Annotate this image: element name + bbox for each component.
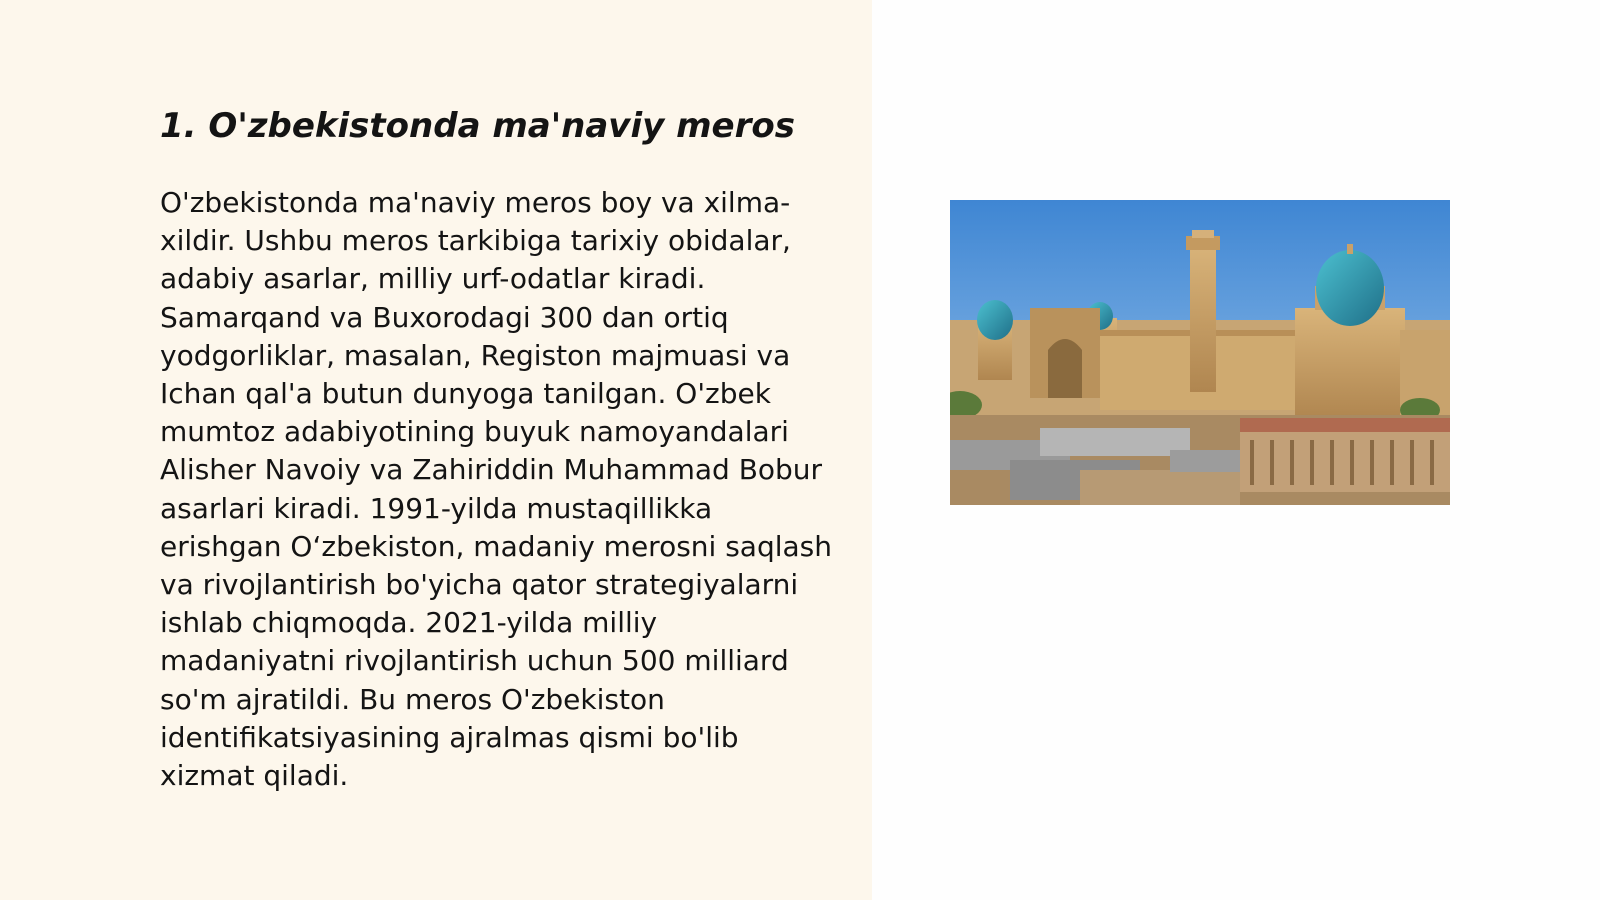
slide-body-text: O'zbekistonda ma'naviy meros boy va xilma-xildir. Ushbu meros tarkibiga tarixiy obidalar, adabiy asarlar, milliy urf-odatlar kiradi. Samarqand va Buxorodagi 300 dan ortiq yodgorliklar, masalan, Registon majmuasi va Ichan qal'a butun dunyoga tanilgan. O'zbek mumtoz adabiyotining buyuk namoyandalari Alisher Navoiy va Zahiriddin Muhammad Bobur asarlari kiradi. 1991-yilda mustaqillikka erishgan O‘zbekiston, madaniy merosni saqlash va rivojlantirish bo'yicha qator strategiyalarni ishlab chiqmoqda. 2021-yilda milliy madaniyatni rivojlantirish uchun 500 milliard so'm ajratildi. Bu meros O'zbekiston identifikatsiyasining ajralmas qismi bo'lib xizmat qiladi. <box>160 186 832 793</box>
slide-title: 1. O'zbekistonda ma'naviy meros <box>160 106 795 146</box>
bukhara-skyline-photo <box>950 200 1450 505</box>
